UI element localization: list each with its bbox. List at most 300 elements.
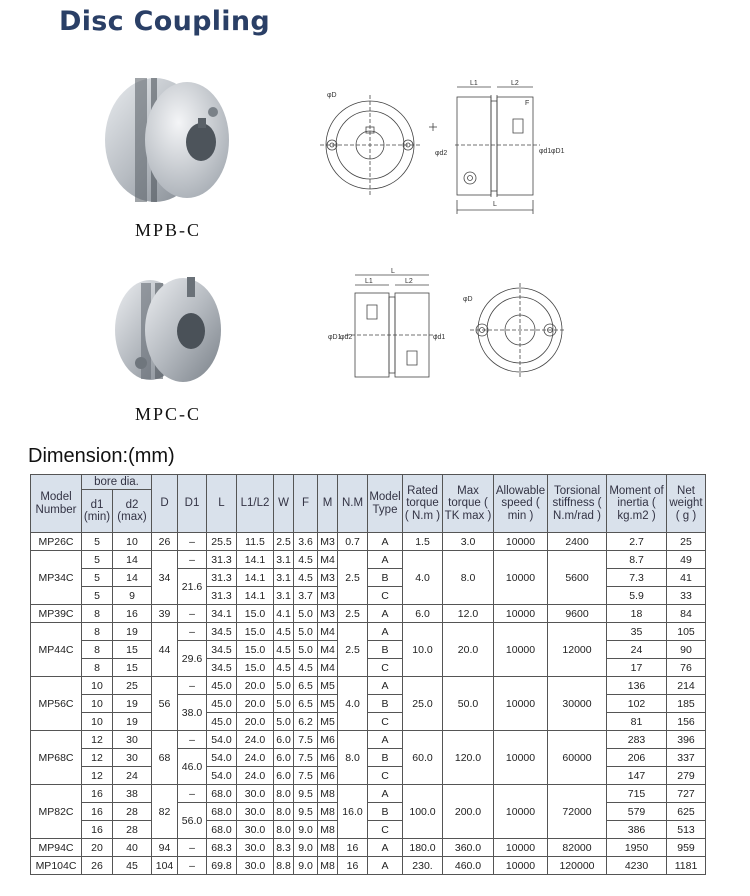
M-cell: M6 xyxy=(318,749,338,767)
net-weight-cell: 513 xyxy=(667,821,706,839)
L1L2-cell: 11.5 xyxy=(237,533,274,551)
moment-inertia-cell: 386 xyxy=(607,821,667,839)
M-cell: M4 xyxy=(318,641,338,659)
D1-cell: – xyxy=(178,533,207,551)
max-torque-cell: 8.0 xyxy=(443,551,494,605)
torsional-stiffness-cell: 2400 xyxy=(548,533,607,551)
max-torque-cell: 200.0 xyxy=(443,785,494,839)
D-cell: 44 xyxy=(152,623,178,677)
L1L2-cell: 15.0 xyxy=(237,605,274,623)
L1L2-cell: 20.0 xyxy=(237,695,274,713)
th-NM: N.M xyxy=(338,475,368,533)
W-cell: 8.0 xyxy=(274,821,294,839)
net-weight-cell: 49 xyxy=(667,551,706,569)
W-cell: 3.1 xyxy=(274,587,294,605)
L-cell: 31.3 xyxy=(207,569,237,587)
allowable-speed-cell: 10000 xyxy=(494,839,548,857)
nm-cell: 16 xyxy=(338,839,368,857)
th-F: F xyxy=(294,475,318,533)
D-cell: 82 xyxy=(152,785,178,839)
D1-cell: – xyxy=(178,551,207,569)
moment-inertia-cell: 24 xyxy=(607,641,667,659)
M-cell: M3 xyxy=(318,587,338,605)
model-type-cell: C xyxy=(368,821,403,839)
M-cell: M8 xyxy=(318,821,338,839)
d2-cell: 24 xyxy=(113,767,152,785)
L-cell: 34.5 xyxy=(207,641,237,659)
th-D1: D1 xyxy=(178,475,207,533)
D1-cell: – xyxy=(178,857,207,875)
d2-cell: 30 xyxy=(113,731,152,749)
L-cell: 45.0 xyxy=(207,677,237,695)
W-cell: 6.0 xyxy=(274,767,294,785)
th-allowable-speed: Allowable speed ( min ) xyxy=(494,475,548,533)
moment-inertia-cell: 2.7 xyxy=(607,533,667,551)
M-cell: M5 xyxy=(318,677,338,695)
model-type-cell: A xyxy=(368,857,403,875)
dim-D1-label-2: φD1 xyxy=(328,334,342,341)
nm-cell: 2.5 xyxy=(338,623,368,677)
L1L2-cell: 15.0 xyxy=(237,659,274,677)
L-cell: 45.0 xyxy=(207,695,237,713)
mpb-c-technical-drawing xyxy=(315,75,575,220)
dim-L2-label-2: L2 xyxy=(405,278,413,285)
d2-cell: 30 xyxy=(113,749,152,767)
F-cell: 4.5 xyxy=(294,659,318,677)
d2-cell: 28 xyxy=(113,821,152,839)
F-cell: 9.0 xyxy=(294,839,318,857)
max-torque-cell: 12.0 xyxy=(443,605,494,623)
D1-cell: 46.0 xyxy=(178,749,207,785)
th-model-type: Model Type xyxy=(368,475,403,533)
F-cell: 6.2 xyxy=(294,713,318,731)
D-cell: 104 xyxy=(152,857,178,875)
max-torque-cell: 360.0 xyxy=(443,839,494,857)
F-cell: 4.5 xyxy=(294,551,318,569)
d2-cell: 14 xyxy=(113,551,152,569)
net-weight-cell: 1181 xyxy=(667,857,706,875)
D1-cell: 38.0 xyxy=(178,695,207,731)
dim-d1-label: φd1 xyxy=(539,148,552,155)
dim-D-label: φD xyxy=(327,92,337,99)
torsional-stiffness-cell: 60000 xyxy=(548,731,607,785)
max-torque-cell: 460.0 xyxy=(443,857,494,875)
rated-torque-cell: 1.5 xyxy=(403,533,443,551)
D1-cell: 29.6 xyxy=(178,641,207,677)
allowable-speed-cell: 10000 xyxy=(494,785,548,839)
d2-cell: 19 xyxy=(113,713,152,731)
D1-cell: – xyxy=(178,623,207,641)
allowable-speed-cell: 10000 xyxy=(494,605,548,623)
L1L2-cell: 24.0 xyxy=(237,749,274,767)
allowable-speed-cell: 10000 xyxy=(494,731,548,785)
L-cell: 68.0 xyxy=(207,821,237,839)
th-W: W xyxy=(274,475,294,533)
th-D: D xyxy=(152,475,178,533)
d2-cell: 40 xyxy=(113,839,152,857)
L1L2-cell: 30.0 xyxy=(237,821,274,839)
M-cell: M8 xyxy=(318,785,338,803)
dim-d2-label: φd2 xyxy=(435,150,448,157)
mpb-c-label: MPB-C xyxy=(135,220,202,240)
model-type-cell: C xyxy=(368,587,403,605)
torsional-stiffness-cell: 30000 xyxy=(548,677,607,731)
F-cell: 7.5 xyxy=(294,767,318,785)
F-cell: 3.7 xyxy=(294,587,318,605)
torsional-stiffness-cell: 9600 xyxy=(548,605,607,623)
table-row xyxy=(31,605,706,623)
rated-torque-cell: 25.0 xyxy=(403,677,443,731)
D-cell: 26 xyxy=(152,533,178,551)
table-row xyxy=(31,785,706,803)
F-cell: 5.0 xyxy=(294,641,318,659)
moment-inertia-cell: 81 xyxy=(607,713,667,731)
nm-cell: 2.5 xyxy=(338,605,368,623)
rated-torque-cell: 10.0 xyxy=(403,623,443,677)
model-type-cell: B xyxy=(368,803,403,821)
L1L2-cell: 30.0 xyxy=(237,785,274,803)
W-cell: 8.0 xyxy=(274,785,294,803)
moment-inertia-cell: 4230 xyxy=(607,857,667,875)
D1-cell: – xyxy=(178,677,207,695)
table-row xyxy=(31,839,706,857)
th-max-torque: Max torque ( TK max ) xyxy=(443,475,494,533)
L1L2-cell: 15.0 xyxy=(237,623,274,641)
net-weight-cell: 156 xyxy=(667,713,706,731)
moment-inertia-cell: 147 xyxy=(607,767,667,785)
M-cell: M4 xyxy=(318,551,338,569)
dim-L1-label-2: L1 xyxy=(365,278,373,285)
allowable-speed-cell: 10000 xyxy=(494,533,548,551)
model-number-cell: MP104C xyxy=(31,857,82,875)
rated-torque-cell: 230. xyxy=(403,857,443,875)
L-cell: 54.0 xyxy=(207,749,237,767)
M-cell: M3 xyxy=(318,569,338,587)
W-cell: 8.0 xyxy=(274,803,294,821)
L1L2-cell: 14.1 xyxy=(237,587,274,605)
D1-cell: 21.6 xyxy=(178,569,207,605)
dim-d2-label-2: φd2 xyxy=(340,334,353,341)
model-number-cell: MP26C xyxy=(31,533,82,551)
nm-cell: 8.0 xyxy=(338,731,368,785)
d1-cell: 12 xyxy=(82,731,113,749)
F-cell: 7.5 xyxy=(294,731,318,749)
moment-inertia-cell: 7.3 xyxy=(607,569,667,587)
F-cell: 9.5 xyxy=(294,803,318,821)
L-cell: 68.0 xyxy=(207,785,237,803)
net-weight-cell: 279 xyxy=(667,767,706,785)
model-type-cell: B xyxy=(368,695,403,713)
L-cell: 69.8 xyxy=(207,857,237,875)
moment-inertia-cell: 579 xyxy=(607,803,667,821)
model-type-cell: B xyxy=(368,641,403,659)
net-weight-cell: 727 xyxy=(667,785,706,803)
M-cell: M6 xyxy=(318,767,338,785)
D1-cell: – xyxy=(178,839,207,857)
L-cell: 34.1 xyxy=(207,605,237,623)
th-d2: d2 (max) xyxy=(113,490,152,533)
d1-cell: 8 xyxy=(82,641,113,659)
D1-cell: 56.0 xyxy=(178,803,207,839)
allowable-speed-cell: 10000 xyxy=(494,677,548,731)
dim-F-label: F xyxy=(525,100,530,107)
dim-d1-label-2: φd1 xyxy=(433,334,446,341)
W-cell: 8.3 xyxy=(274,839,294,857)
W-cell: 2.5 xyxy=(274,533,294,551)
L1L2-cell: 24.0 xyxy=(237,767,274,785)
moment-inertia-cell: 283 xyxy=(607,731,667,749)
F-cell: 6.5 xyxy=(294,695,318,713)
D-cell: 39 xyxy=(152,605,178,623)
d2-cell: 16 xyxy=(113,605,152,623)
max-torque-cell: 50.0 xyxy=(443,677,494,731)
dim-D1-label: φD1 xyxy=(551,148,565,155)
d1-cell: 12 xyxy=(82,749,113,767)
model-type-cell: B xyxy=(368,749,403,767)
F-cell: 9.0 xyxy=(294,821,318,839)
net-weight-cell: 214 xyxy=(667,677,706,695)
L-cell: 54.0 xyxy=(207,767,237,785)
d1-cell: 8 xyxy=(82,605,113,623)
net-weight-cell: 76 xyxy=(667,659,706,677)
table-row xyxy=(31,533,706,551)
M-cell: M8 xyxy=(318,839,338,857)
d2-cell: 15 xyxy=(113,641,152,659)
th-L1L2: L1/L2 xyxy=(237,475,274,533)
W-cell: 4.1 xyxy=(274,605,294,623)
model-type-cell: A xyxy=(368,551,403,569)
net-weight-cell: 41 xyxy=(667,569,706,587)
moment-inertia-cell: 5.9 xyxy=(607,587,667,605)
L1L2-cell: 15.0 xyxy=(237,641,274,659)
net-weight-cell: 396 xyxy=(667,731,706,749)
max-torque-cell: 120.0 xyxy=(443,731,494,785)
net-weight-cell: 84 xyxy=(667,605,706,623)
L1L2-cell: 14.1 xyxy=(237,551,274,569)
mpc-c-label: MPC-C xyxy=(135,404,202,424)
model-type-cell: A xyxy=(368,785,403,803)
net-weight-cell: 337 xyxy=(667,749,706,767)
W-cell: 4.5 xyxy=(274,641,294,659)
max-torque-cell: 3.0 xyxy=(443,533,494,551)
net-weight-cell: 33 xyxy=(667,587,706,605)
net-weight-cell: 625 xyxy=(667,803,706,821)
torsional-stiffness-cell: 5600 xyxy=(548,551,607,605)
page-title: Disc Coupling xyxy=(59,6,271,37)
moment-inertia-cell: 206 xyxy=(607,749,667,767)
th-model-number: Model Number xyxy=(31,475,82,533)
d2-cell: 38 xyxy=(113,785,152,803)
D-cell: 68 xyxy=(152,731,178,785)
F-cell: 7.5 xyxy=(294,749,318,767)
allowable-speed-cell: 10000 xyxy=(494,623,548,677)
L1L2-cell: 30.0 xyxy=(237,803,274,821)
L-cell: 68.3 xyxy=(207,839,237,857)
table-row xyxy=(31,551,706,569)
W-cell: 5.0 xyxy=(274,695,294,713)
rated-torque-cell: 180.0 xyxy=(403,839,443,857)
d1-cell: 5 xyxy=(82,533,113,551)
M-cell: M5 xyxy=(318,695,338,713)
D-cell: 94 xyxy=(152,839,178,857)
d2-cell: 28 xyxy=(113,803,152,821)
net-weight-cell: 105 xyxy=(667,623,706,641)
th-rated-torque: Rated torque ( N.m ) xyxy=(403,475,443,533)
L-cell: 34.5 xyxy=(207,623,237,641)
d1-cell: 5 xyxy=(82,551,113,569)
model-type-cell: C xyxy=(368,767,403,785)
allowable-speed-cell: 10000 xyxy=(494,551,548,605)
th-L: L xyxy=(207,475,237,533)
moment-inertia-cell: 35 xyxy=(607,623,667,641)
torsional-stiffness-cell: 72000 xyxy=(548,785,607,839)
W-cell: 3.1 xyxy=(274,569,294,587)
model-type-cell: A xyxy=(368,839,403,857)
mpc-c-technical-drawing xyxy=(325,265,565,385)
d2-cell: 14 xyxy=(113,569,152,587)
d1-cell: 10 xyxy=(82,695,113,713)
model-type-cell: B xyxy=(368,569,403,587)
W-cell: 4.5 xyxy=(274,659,294,677)
d1-cell: 16 xyxy=(82,803,113,821)
W-cell: 8.8 xyxy=(274,857,294,875)
W-cell: 4.5 xyxy=(274,623,294,641)
rated-torque-cell: 4.0 xyxy=(403,551,443,605)
M-cell: M5 xyxy=(318,713,338,731)
F-cell: 4.5 xyxy=(294,569,318,587)
F-cell: 5.0 xyxy=(294,605,318,623)
model-number-cell: MP39C xyxy=(31,605,82,623)
d2-cell: 25 xyxy=(113,677,152,695)
moment-inertia-cell: 8.7 xyxy=(607,551,667,569)
model-number-cell: MP56C xyxy=(31,677,82,731)
model-number-cell: MP82C xyxy=(31,785,82,839)
moment-inertia-cell: 1950 xyxy=(607,839,667,857)
net-weight-cell: 25 xyxy=(667,533,706,551)
L-cell: 54.0 xyxy=(207,731,237,749)
net-weight-cell: 90 xyxy=(667,641,706,659)
d1-cell: 10 xyxy=(82,713,113,731)
L1L2-cell: 20.0 xyxy=(237,713,274,731)
d1-cell: 8 xyxy=(82,623,113,641)
L-cell: 25.5 xyxy=(207,533,237,551)
d1-cell: 16 xyxy=(82,785,113,803)
moment-inertia-cell: 715 xyxy=(607,785,667,803)
d1-cell: 26 xyxy=(82,857,113,875)
D-cell: 56 xyxy=(152,677,178,731)
M-cell: M8 xyxy=(318,803,338,821)
model-number-cell: MP68C xyxy=(31,731,82,785)
th-moment-inertia: Moment of inertia ( kg.m2 ) xyxy=(607,475,667,533)
dim-L-label-2: L xyxy=(391,268,395,275)
W-cell: 3.1 xyxy=(274,551,294,569)
dim-L1-label: L1 xyxy=(470,80,478,87)
F-cell: 9.5 xyxy=(294,785,318,803)
th-net-weight: Net weight ( g ) xyxy=(667,475,706,533)
d1-cell: 5 xyxy=(82,587,113,605)
model-type-cell: A xyxy=(368,533,403,551)
L-cell: 45.0 xyxy=(207,713,237,731)
L-cell: 68.0 xyxy=(207,803,237,821)
D1-cell: – xyxy=(178,605,207,623)
L-cell: 31.3 xyxy=(207,551,237,569)
dim-L-label: L xyxy=(493,201,497,208)
rated-torque-cell: 100.0 xyxy=(403,785,443,839)
d2-cell: 19 xyxy=(113,695,152,713)
D-cell: 34 xyxy=(152,551,178,605)
d1-cell: 10 xyxy=(82,677,113,695)
model-type-cell: C xyxy=(368,659,403,677)
model-number-cell: MP44C xyxy=(31,623,82,677)
torsional-stiffness-cell: 82000 xyxy=(548,839,607,857)
th-M: M xyxy=(318,475,338,533)
model-type-cell: A xyxy=(368,677,403,695)
L1L2-cell: 30.0 xyxy=(237,839,274,857)
allowable-speed-cell: 10000 xyxy=(494,857,548,875)
L1L2-cell: 30.0 xyxy=(237,857,274,875)
d1-cell: 8 xyxy=(82,659,113,677)
nm-cell: 16 xyxy=(338,857,368,875)
moment-inertia-cell: 18 xyxy=(607,605,667,623)
th-torsional-stiffness: Torsional stiffness ( N.m/rad ) xyxy=(548,475,607,533)
torsional-stiffness-cell: 12000 xyxy=(548,623,607,677)
D1-cell: – xyxy=(178,731,207,749)
L1L2-cell: 20.0 xyxy=(237,677,274,695)
M-cell: M4 xyxy=(318,623,338,641)
nm-cell: 4.0 xyxy=(338,677,368,731)
d1-cell: 20 xyxy=(82,839,113,857)
table-row xyxy=(31,857,706,875)
F-cell: 9.0 xyxy=(294,857,318,875)
torsional-stiffness-cell: 120000 xyxy=(548,857,607,875)
model-number-cell: MP94C xyxy=(31,839,82,857)
dim-L2-label: L2 xyxy=(511,80,519,87)
M-cell: M8 xyxy=(318,857,338,875)
model-type-cell: A xyxy=(368,731,403,749)
d1-cell: 16 xyxy=(82,821,113,839)
L-cell: 31.3 xyxy=(207,587,237,605)
nm-cell: 0.7 xyxy=(338,533,368,551)
moment-inertia-cell: 136 xyxy=(607,677,667,695)
model-type-cell: C xyxy=(368,713,403,731)
moment-inertia-cell: 102 xyxy=(607,695,667,713)
th-d1: d1 (min) xyxy=(82,490,113,533)
rated-torque-cell: 60.0 xyxy=(403,731,443,785)
W-cell: 6.0 xyxy=(274,731,294,749)
D1-cell: – xyxy=(178,785,207,803)
dimension-table xyxy=(30,474,706,875)
dim-D-label-2: φD xyxy=(463,296,473,303)
F-cell: 6.5 xyxy=(294,677,318,695)
F-cell: 3.6 xyxy=(294,533,318,551)
M-cell: M3 xyxy=(318,533,338,551)
d1-cell: 5 xyxy=(82,569,113,587)
M-cell: M4 xyxy=(318,659,338,677)
table-row xyxy=(31,731,706,749)
nm-cell: 16.0 xyxy=(338,785,368,839)
W-cell: 6.0 xyxy=(274,749,294,767)
net-weight-cell: 185 xyxy=(667,695,706,713)
d2-cell: 19 xyxy=(113,623,152,641)
d2-cell: 9 xyxy=(113,587,152,605)
W-cell: 5.0 xyxy=(274,713,294,731)
moment-inertia-cell: 17 xyxy=(607,659,667,677)
d2-cell: 10 xyxy=(113,533,152,551)
model-type-cell: A xyxy=(368,623,403,641)
F-cell: 5.0 xyxy=(294,623,318,641)
L-cell: 34.5 xyxy=(207,659,237,677)
model-type-cell: A xyxy=(368,605,403,623)
